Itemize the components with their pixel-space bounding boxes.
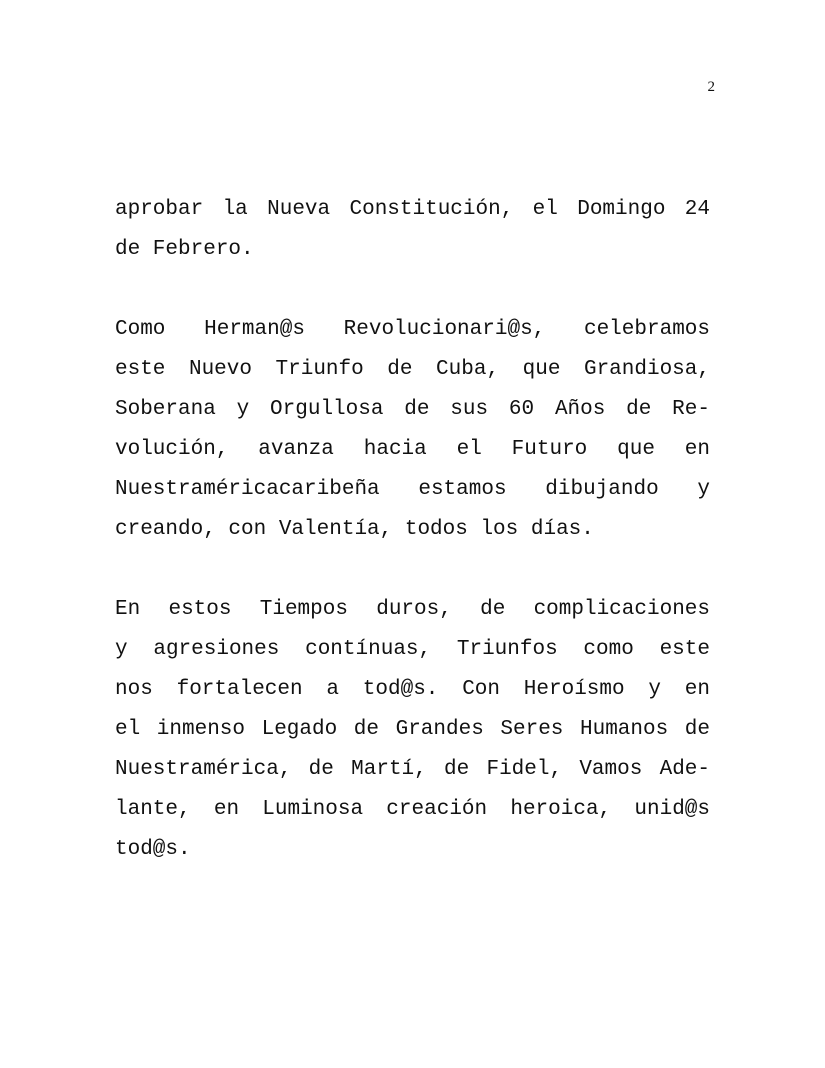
text-line: Como Herman@s Revolucionari@s, celebramos: [115, 318, 710, 341]
text-line: volución, avanza hacia el Futuro que en: [115, 438, 710, 461]
text-line: este Nuevo Triunfo de Cuba, que Grandiosa,: [115, 358, 710, 381]
text-line: el inmenso Legado de Grandes Seres Humanos de: [115, 718, 710, 741]
text-line: En estos Tiempos duros, de complicaciones: [115, 598, 710, 621]
text-line: nos fortalecen a tod@s. Con Heroísmo y en: [115, 678, 710, 701]
text-line: tod@s.: [115, 838, 191, 861]
paragraph-3: [115, 590, 710, 870]
document-body: [115, 190, 710, 910]
text-line: lante, en Luminosa creación heroica, unid@s: [115, 798, 710, 821]
text-line: aprobar la Nueva Constitución, el Domingo 24: [115, 198, 710, 221]
text-line: Soberana y Orgullosa de sus 60 Años de Re-: [115, 398, 710, 421]
text-line: de Febrero.: [115, 238, 254, 261]
text-line: creando, con Valentía, todos los días.: [115, 518, 594, 541]
page-number: 2: [707, 79, 715, 95]
text-line: Nuestraméricacaribeña estamos dibujando y: [115, 478, 710, 501]
paragraph-1: [115, 190, 710, 270]
text-line: Nuestramérica, de Martí, de Fidel, Vamos Ade-: [115, 758, 710, 781]
paragraph-2: [115, 310, 710, 550]
text-line: y agresiones contínuas, Triunfos como este: [115, 638, 710, 661]
